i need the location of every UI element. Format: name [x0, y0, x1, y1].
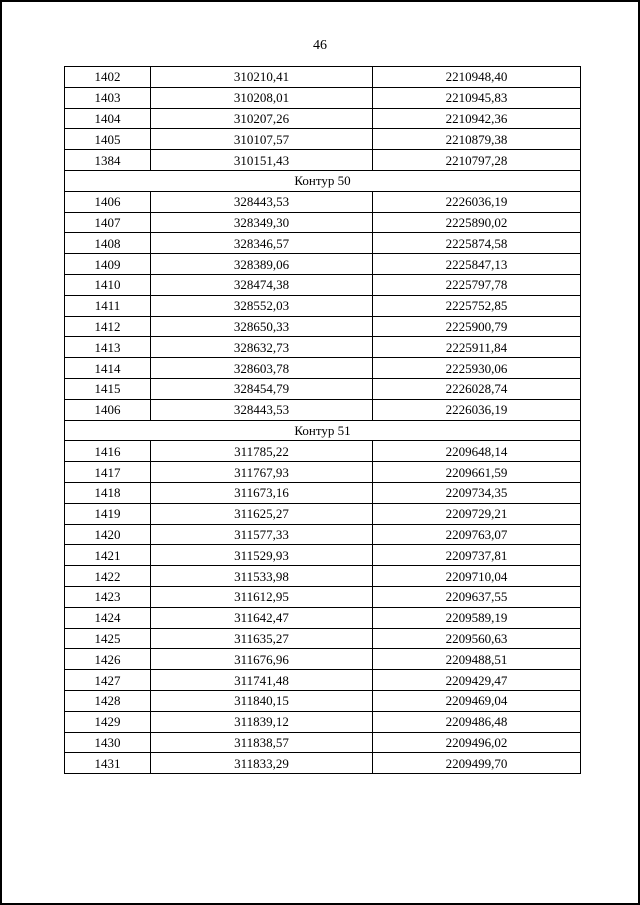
cell-point-number: 1413 [65, 337, 151, 358]
section-header-label: Контур 50 [65, 170, 581, 191]
cell-y-coordinate: 2210797,28 [373, 150, 581, 171]
table-row [65, 711, 581, 732]
cell-x-coordinate: 328650,33 [151, 316, 373, 337]
table-row [65, 670, 581, 691]
cell-y-coordinate: 2209488,51 [373, 649, 581, 670]
cell-x-coordinate: 311767,93 [151, 462, 373, 483]
cell-y-coordinate: 2209486,48 [373, 711, 581, 732]
cell-x-coordinate: 311533,98 [151, 566, 373, 587]
cell-x-coordinate: 311673,16 [151, 482, 373, 503]
cell-point-number: 1430 [65, 732, 151, 753]
cell-point-number: 1417 [65, 462, 151, 483]
cell-y-coordinate: 2209499,70 [373, 753, 581, 774]
cell-x-coordinate: 311577,33 [151, 524, 373, 545]
table-row [65, 586, 581, 607]
cell-x-coordinate: 311838,57 [151, 732, 373, 753]
table-row [65, 254, 581, 275]
cell-point-number: 1407 [65, 212, 151, 233]
cell-x-coordinate: 311785,22 [151, 441, 373, 462]
cell-x-coordinate: 311635,27 [151, 628, 373, 649]
cell-y-coordinate: 2210948,40 [373, 67, 581, 88]
cell-y-coordinate: 2226028,74 [373, 378, 581, 399]
table-row [65, 191, 581, 212]
cell-y-coordinate: 2209637,55 [373, 586, 581, 607]
table-row [65, 732, 581, 753]
table-row [65, 358, 581, 379]
cell-point-number: 1405 [65, 129, 151, 150]
cell-point-number: 1429 [65, 711, 151, 732]
table-row [65, 545, 581, 566]
table-row [65, 129, 581, 150]
cell-x-coordinate: 328552,03 [151, 295, 373, 316]
table-row [65, 482, 581, 503]
cell-point-number: 1421 [65, 545, 151, 566]
cell-x-coordinate: 311833,29 [151, 753, 373, 774]
table-row [65, 649, 581, 670]
table-row [65, 233, 581, 254]
page-number: 46 [313, 38, 327, 53]
cell-point-number: 1428 [65, 690, 151, 711]
cell-y-coordinate: 2209429,47 [373, 670, 581, 691]
cell-y-coordinate: 2209734,35 [373, 482, 581, 503]
cell-point-number: 1409 [65, 254, 151, 275]
cell-x-coordinate: 311676,96 [151, 649, 373, 670]
cell-x-coordinate: 328632,73 [151, 337, 373, 358]
cell-point-number: 1384 [65, 150, 151, 171]
cell-point-number: 1419 [65, 503, 151, 524]
cell-point-number: 1404 [65, 108, 151, 129]
cell-point-number: 1424 [65, 607, 151, 628]
table-row [65, 67, 581, 88]
cell-y-coordinate: 2210945,83 [373, 87, 581, 108]
cell-y-coordinate: 2225874,58 [373, 233, 581, 254]
cell-y-coordinate: 2209560,63 [373, 628, 581, 649]
cell-x-coordinate: 328443,53 [151, 399, 373, 420]
table-row [65, 753, 581, 774]
cell-y-coordinate: 2209710,04 [373, 566, 581, 587]
cell-y-coordinate: 2225900,79 [373, 316, 581, 337]
cell-point-number: 1411 [65, 295, 151, 316]
table-row [65, 462, 581, 483]
cell-y-coordinate: 2210942,36 [373, 108, 581, 129]
table-row [65, 628, 581, 649]
cell-point-number: 1426 [65, 649, 151, 670]
cell-point-number: 1422 [65, 566, 151, 587]
table-row [65, 607, 581, 628]
cell-point-number: 1406 [65, 399, 151, 420]
cell-y-coordinate: 2209648,14 [373, 441, 581, 462]
cell-y-coordinate: 2225797,78 [373, 274, 581, 295]
cell-point-number: 1415 [65, 378, 151, 399]
table-row [65, 566, 581, 587]
cell-point-number: 1423 [65, 586, 151, 607]
table-row [65, 316, 581, 337]
cell-x-coordinate: 310151,43 [151, 150, 373, 171]
cell-point-number: 1431 [65, 753, 151, 774]
cell-x-coordinate: 328389,06 [151, 254, 373, 275]
table-row [65, 295, 581, 316]
cell-y-coordinate: 2225752,85 [373, 295, 581, 316]
cell-x-coordinate: 328346,57 [151, 233, 373, 254]
cell-x-coordinate: 328603,78 [151, 358, 373, 379]
table-row [65, 150, 581, 171]
section-header-row [65, 170, 581, 191]
table-row [65, 503, 581, 524]
table-row [65, 399, 581, 420]
cell-y-coordinate: 2209729,21 [373, 503, 581, 524]
cell-point-number: 1402 [65, 67, 151, 88]
cell-y-coordinate: 2225847,13 [373, 254, 581, 275]
cell-y-coordinate: 2225930,06 [373, 358, 581, 379]
table-row [65, 274, 581, 295]
table-row [65, 524, 581, 545]
cell-point-number: 1416 [65, 441, 151, 462]
cell-y-coordinate: 2209661,59 [373, 462, 581, 483]
table-row [65, 690, 581, 711]
cell-x-coordinate: 311625,27 [151, 503, 373, 524]
cell-x-coordinate: 328474,38 [151, 274, 373, 295]
cell-point-number: 1418 [65, 482, 151, 503]
cell-y-coordinate: 2209469,04 [373, 690, 581, 711]
cell-point-number: 1412 [65, 316, 151, 337]
table-row [65, 108, 581, 129]
cell-x-coordinate: 311612,95 [151, 586, 373, 607]
cell-x-coordinate: 311840,15 [151, 690, 373, 711]
cell-x-coordinate: 310207,26 [151, 108, 373, 129]
section-header-row [65, 420, 581, 441]
cell-point-number: 1410 [65, 274, 151, 295]
cell-point-number: 1420 [65, 524, 151, 545]
cell-x-coordinate: 328443,53 [151, 191, 373, 212]
cell-point-number: 1427 [65, 670, 151, 691]
table-row [65, 87, 581, 108]
cell-point-number: 1406 [65, 191, 151, 212]
table-row [65, 212, 581, 233]
coordinates-table [64, 66, 581, 774]
cell-y-coordinate: 2226036,19 [373, 399, 581, 420]
cell-point-number: 1403 [65, 87, 151, 108]
cell-y-coordinate: 2225890,02 [373, 212, 581, 233]
cell-x-coordinate: 328454,79 [151, 378, 373, 399]
cell-x-coordinate: 311839,12 [151, 711, 373, 732]
table-row [65, 441, 581, 462]
cell-x-coordinate: 311642,47 [151, 607, 373, 628]
cell-y-coordinate: 2209496,02 [373, 732, 581, 753]
table-row [65, 337, 581, 358]
cell-x-coordinate: 328349,30 [151, 212, 373, 233]
cell-y-coordinate: 2225911,84 [373, 337, 581, 358]
cell-y-coordinate: 2226036,19 [373, 191, 581, 212]
cell-y-coordinate: 2209589,19 [373, 607, 581, 628]
cell-point-number: 1414 [65, 358, 151, 379]
cell-x-coordinate: 311741,48 [151, 670, 373, 691]
table-row [65, 378, 581, 399]
cell-y-coordinate: 2209763,07 [373, 524, 581, 545]
section-header-label: Контур 51 [65, 420, 581, 441]
coordinates-table-body [65, 67, 581, 774]
cell-x-coordinate: 310210,41 [151, 67, 373, 88]
cell-x-coordinate: 310107,57 [151, 129, 373, 150]
cell-y-coordinate: 2210879,38 [373, 129, 581, 150]
cell-x-coordinate: 311529,93 [151, 545, 373, 566]
cell-y-coordinate: 2209737,81 [373, 545, 581, 566]
cell-point-number: 1408 [65, 233, 151, 254]
cell-x-coordinate: 310208,01 [151, 87, 373, 108]
cell-point-number: 1425 [65, 628, 151, 649]
